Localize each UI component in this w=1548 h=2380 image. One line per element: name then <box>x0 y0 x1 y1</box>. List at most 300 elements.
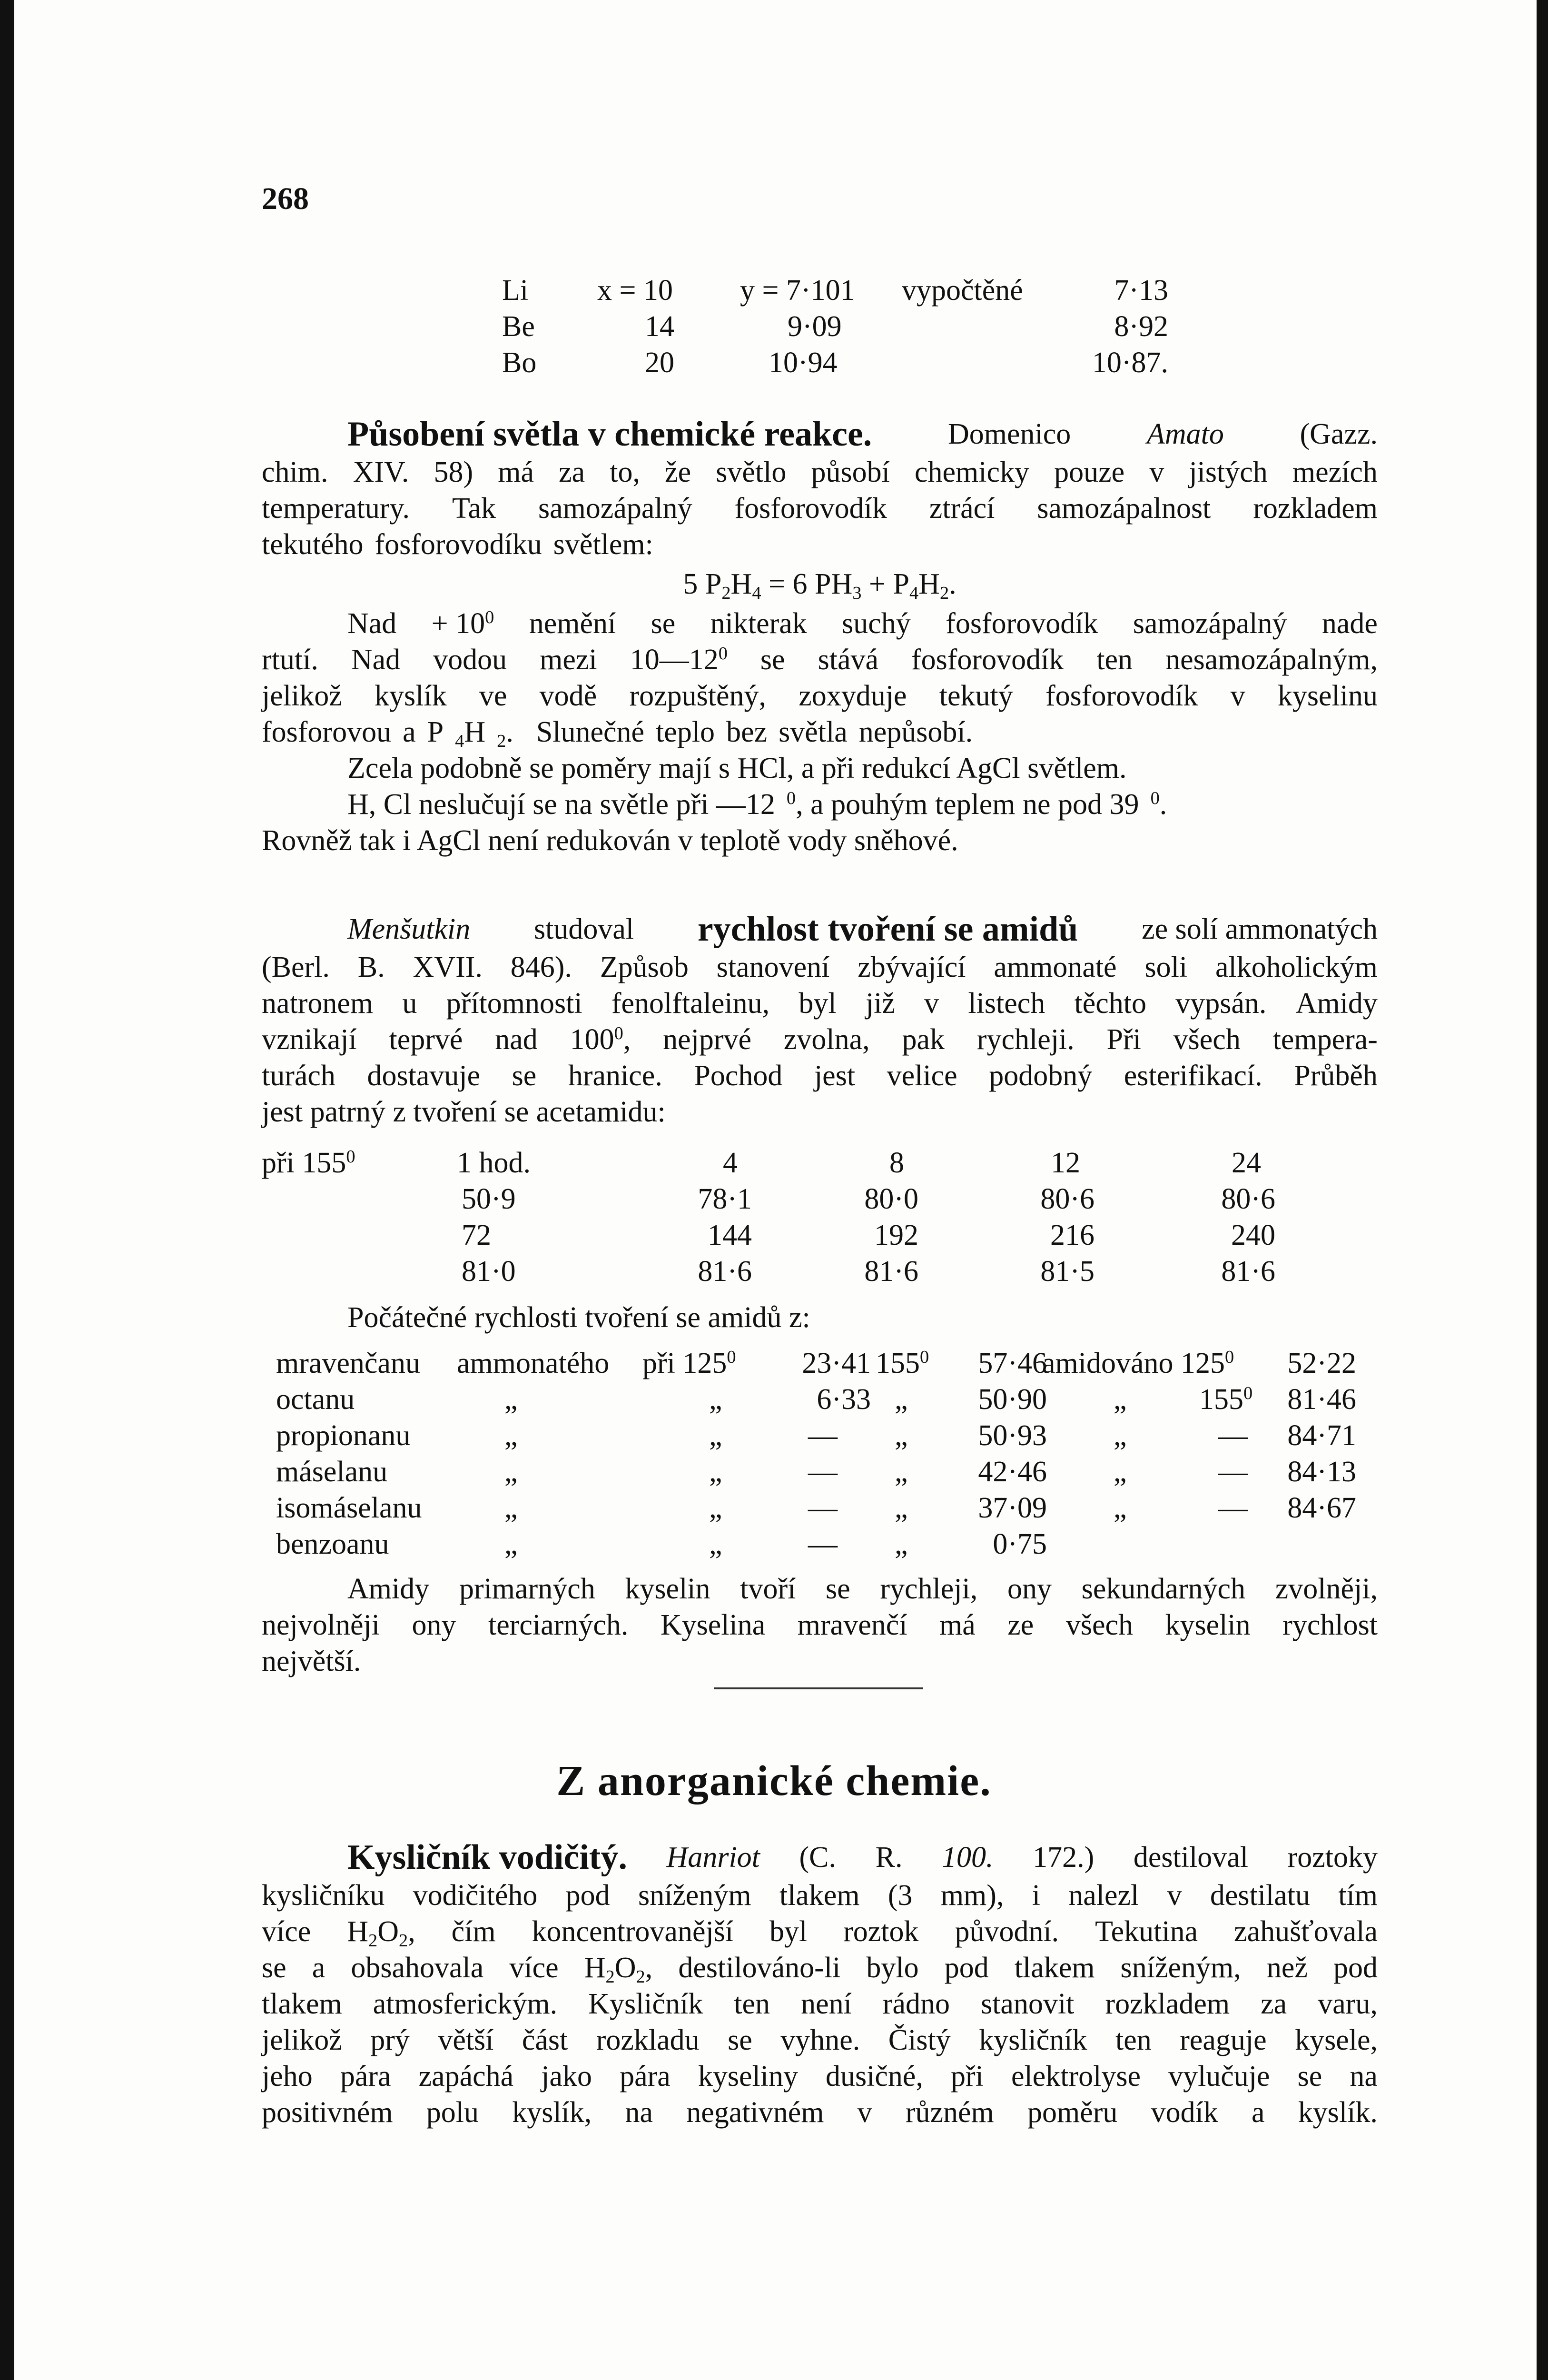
word: kyseliny <box>698 2060 798 2092</box>
word: světlo <box>716 456 787 488</box>
section-title: rychlost tvoření se amidů <box>697 910 1078 949</box>
table-cell: — <box>1218 1492 1248 1524</box>
section-light-reactions <box>262 414 1378 859</box>
text-line <box>262 2022 1378 2058</box>
table-cell: 50·9 <box>462 1183 516 1215</box>
eq-part: H <box>918 568 940 600</box>
word: pára <box>620 2060 670 2092</box>
word: tím <box>1338 1879 1378 1912</box>
section-first-line <box>262 1837 1378 1877</box>
word: větší <box>438 2024 494 2056</box>
author-name: Hanriot <box>666 1841 760 1874</box>
word: rychleji, <box>880 1573 978 1605</box>
text-line <box>262 642 1378 678</box>
text-line <box>262 1571 1378 1607</box>
formula <box>347 1914 415 1950</box>
table-row <box>276 1381 1371 1418</box>
word: bylo <box>866 1952 919 1984</box>
section-first-line <box>262 909 1378 949</box>
text-part: . <box>1159 788 1167 821</box>
word: se <box>512 1060 537 1092</box>
text-part: H, Cl neslučují se na světle při —12 <box>347 788 775 821</box>
word: čím <box>451 1915 496 1948</box>
eq-sub: 4 <box>909 583 919 603</box>
word: vylučuje <box>1168 2060 1270 2092</box>
section-amide-rates <box>262 909 1378 1130</box>
word: různém <box>905 2096 994 2129</box>
table-header-cell: 1 hod. <box>457 1147 531 1179</box>
y-value: 9·09 <box>788 310 842 343</box>
ditto-mark: „ <box>895 1419 908 1452</box>
paragraph-text: Rovněž tak i AgCl není redukován v teplotě vody sněhové. <box>262 824 958 857</box>
word: stanovit <box>981 1988 1075 2020</box>
word: (C. <box>799 1841 836 1874</box>
word: pod <box>944 1952 989 1984</box>
word: nesamozápalným, <box>1165 644 1378 676</box>
word: XIV. <box>353 456 409 488</box>
word: a <box>1252 2096 1265 2129</box>
word: mm), <box>940 1879 1004 1912</box>
word: za <box>1261 1988 1287 2020</box>
y-value: y = 7·101 <box>740 274 855 307</box>
word: v <box>1167 1879 1182 1912</box>
paragraph-text: jest patrný z tvoření se acetamidu: <box>262 1096 666 1128</box>
table-cell <box>642 1345 736 1381</box>
eq-part: + P <box>861 568 909 600</box>
word: sníženým <box>638 1879 751 1912</box>
word: část <box>522 2024 568 2056</box>
paragraph-text <box>347 786 1178 823</box>
section-amide-conclusion <box>262 1571 1378 1679</box>
text-line <box>262 2094 1378 2131</box>
word: dusičné, <box>826 2060 923 2092</box>
table-cell: 80·6 <box>1221 1183 1275 1215</box>
word: nemění <box>529 607 616 640</box>
word: ze <box>1007 1609 1034 1641</box>
word: že <box>665 456 691 488</box>
word-part: + 10 <box>431 607 485 640</box>
word: a <box>403 716 416 748</box>
table-row <box>502 308 1168 345</box>
word: Nad <box>351 644 401 676</box>
degree-sup: 0 <box>485 607 494 627</box>
word: stává <box>818 644 878 676</box>
table-header-cell: 24 <box>1232 1147 1261 1179</box>
word: pod <box>1333 1952 1378 1984</box>
word: sekundarných <box>1081 1573 1246 1605</box>
word: destilováno-li <box>678 1952 841 1984</box>
table-cell: 84·71 <box>1287 1419 1356 1452</box>
word: koncentrovanější <box>532 1915 734 1948</box>
text-line <box>262 678 1378 714</box>
word: Kysličník <box>588 1988 703 2020</box>
table-cell <box>1042 1345 1234 1381</box>
author-name: Amato <box>1146 418 1224 450</box>
formula <box>427 714 525 750</box>
degree-sup: 0 <box>718 643 728 664</box>
text-line <box>262 949 1378 985</box>
word: R. <box>875 1841 903 1874</box>
text-line <box>262 454 1378 490</box>
word: varu, <box>1318 1988 1378 2020</box>
table-cell: 192 <box>874 1219 918 1251</box>
word: pod <box>565 1879 610 1912</box>
section-hydrogen-peroxide <box>262 1837 1378 2131</box>
degree-sup: 0 <box>1243 1383 1253 1403</box>
word: byl <box>769 1915 808 1948</box>
word: tempera- <box>1272 1023 1378 1056</box>
table-row <box>502 272 1168 308</box>
degree-sup: 0 <box>786 788 796 808</box>
salt-name: octanu <box>276 1383 355 1416</box>
word: suchý <box>842 607 911 640</box>
word: 846). <box>510 951 572 983</box>
calc-value: 7·13 <box>1114 274 1168 307</box>
word: má <box>939 1609 976 1641</box>
table-cell: 81·5 <box>1040 1255 1094 1288</box>
word: těchto <box>1074 987 1146 1020</box>
word: rozpuštěný, <box>629 680 766 712</box>
text-line <box>262 1914 1378 1950</box>
element-symbol: Bo <box>502 347 537 379</box>
word: ztrácí <box>929 492 995 525</box>
ditto-mark: „ <box>504 1456 518 1488</box>
word: zahušťovala <box>1234 1915 1378 1948</box>
label-text: při 155 <box>262 1147 346 1179</box>
word: již <box>865 987 895 1020</box>
word: stanovení <box>716 951 830 983</box>
word: působí <box>811 456 890 488</box>
word: zoxyduje <box>799 680 907 712</box>
word: teprvé <box>389 1023 463 1056</box>
ditto-mark: „ <box>895 1528 908 1560</box>
word: sníženým, <box>1120 1952 1241 1984</box>
word-part: , <box>623 1023 631 1056</box>
author-name: Menšutkin <box>347 913 471 945</box>
table-header-cell: 12 <box>1051 1147 1080 1179</box>
text-line <box>262 750 1378 786</box>
text-line <box>262 1950 1378 1986</box>
word: fosforovou <box>262 716 392 748</box>
table-cell: 81·6 <box>698 1255 752 1288</box>
cell-text: amidováno 125 <box>1042 1347 1225 1379</box>
scan-border-left <box>0 0 14 2380</box>
word: fosforovodík <box>946 607 1098 640</box>
word: nalezl <box>1068 1879 1139 1912</box>
text-line <box>262 526 1378 563</box>
word: rychleji. <box>976 1023 1075 1056</box>
word: destilatu <box>1210 1879 1310 1912</box>
word: fosforovodíku <box>375 528 542 561</box>
word: fosforovodík <box>734 492 887 525</box>
table-row <box>276 1526 1371 1562</box>
table-row <box>276 1418 1371 1454</box>
formula-part: . <box>506 716 513 748</box>
page-number: 268 <box>262 181 309 216</box>
word: destiloval <box>1133 1841 1248 1874</box>
word: vodík <box>1151 2096 1218 2129</box>
word: nepůsobí. <box>858 716 973 748</box>
ditto-mark: „ <box>895 1456 908 1488</box>
word: 58) <box>434 456 473 488</box>
cell-text: 155 <box>1199 1383 1243 1416</box>
word: vyhne. <box>780 2024 860 2056</box>
word: ten <box>1096 644 1133 676</box>
word: všech <box>1173 1023 1241 1056</box>
formula-part: P <box>427 716 444 748</box>
word: přítomnosti <box>446 987 582 1020</box>
word: (Gazz. <box>1300 418 1378 450</box>
word: Čistý <box>888 2024 951 2056</box>
eq-sub: 2 <box>721 583 731 603</box>
word: nikterak <box>710 607 807 640</box>
table-cell: 84·67 <box>1287 1492 1356 1524</box>
word: Pochod <box>694 1060 783 1092</box>
word: i <box>1032 1879 1040 1912</box>
word <box>630 642 728 678</box>
word: tekutý <box>939 680 1013 712</box>
word: 172.) <box>1033 1841 1094 1874</box>
table-cell: 52·22 <box>1287 1347 1356 1379</box>
word: se <box>728 2024 752 2056</box>
word: listech <box>968 987 1045 1020</box>
word: Průběh <box>1294 1060 1378 1092</box>
formula-sub: 4 <box>455 731 464 751</box>
word: samozápalný <box>1133 607 1287 640</box>
degree-sup: 0 <box>1225 1347 1234 1367</box>
word: za <box>559 456 585 488</box>
word: se <box>1297 2060 1322 2092</box>
eq-sub: 2 <box>939 583 949 603</box>
formula-part: H <box>464 716 486 748</box>
section-title: Působení světla v chemické reakce. <box>347 415 872 454</box>
word: fosforovodík <box>1045 680 1198 712</box>
word: ony <box>412 1609 456 1641</box>
table-row <box>262 1253 1309 1289</box>
table-row <box>276 1345 1371 1381</box>
word: na <box>1350 2060 1378 2092</box>
word: roztok <box>843 1915 919 1948</box>
table-cell: 23·41 <box>802 1347 871 1379</box>
table-cell: 78·1 <box>698 1183 752 1215</box>
table-header-cell: 4 <box>723 1147 738 1179</box>
word: kyselinu <box>1277 680 1378 712</box>
formula-sub: 2 <box>497 731 506 751</box>
word: všech <box>1065 1609 1134 1641</box>
text-line <box>262 1877 1378 1914</box>
word: zapáchá <box>418 2060 514 2092</box>
formula-sub: 2 <box>605 1966 615 1987</box>
table-cell: 81·0 <box>462 1255 516 1288</box>
text-part: , a pouhým teplem ne pod 39 <box>796 788 1139 821</box>
word: se <box>651 607 676 640</box>
table-cell: — <box>1218 1419 1248 1452</box>
degree-sup: 0 <box>727 1347 736 1367</box>
section-title: Kysličník vodičitý. <box>347 1838 627 1877</box>
word: jistých <box>1189 456 1268 488</box>
formula-sub: 2 <box>636 1966 645 1987</box>
word: nade <box>1321 607 1378 640</box>
word: se <box>262 1952 286 1984</box>
word: při <box>951 2060 984 2092</box>
text-line <box>262 823 1378 859</box>
word: vodičitého <box>413 1879 538 1912</box>
text-line <box>262 786 1378 823</box>
salt-name: máselanu <box>276 1456 388 1488</box>
text-line <box>262 1021 1378 1058</box>
word: hranice. <box>568 1060 662 1092</box>
word: ony <box>1007 1573 1052 1605</box>
word: jako <box>541 2060 592 2092</box>
word: pak <box>902 1023 945 1056</box>
word: terciarných. <box>488 1609 629 1641</box>
chemical-equation <box>262 563 1378 605</box>
word: chim. <box>262 456 328 488</box>
word: Slunečné <box>536 716 645 748</box>
ditto-mark: „ <box>1114 1456 1127 1488</box>
table-header-cell: 8 <box>889 1147 904 1179</box>
eq-part: . <box>949 568 956 600</box>
word: vznikají <box>262 1023 357 1056</box>
salt-name: benzoanu <box>276 1528 389 1560</box>
word: alkoholickým <box>1215 951 1378 983</box>
word: zvolna, <box>783 1023 870 1056</box>
word: fosforovodík <box>911 644 1064 676</box>
text-line <box>262 2058 1378 2094</box>
word: (3 <box>887 1879 913 1912</box>
word: ze solí ammonatých <box>1142 913 1378 945</box>
word: Kyselina <box>660 1609 766 1641</box>
table-cell: 50·93 <box>978 1419 1047 1452</box>
ditto-mark: „ <box>895 1492 908 1524</box>
ditto-mark: „ <box>1114 1383 1127 1416</box>
table-caption: Počátečné rychlosti tvoření se amidů z: <box>347 1301 810 1334</box>
ditto-mark: „ <box>504 1528 518 1560</box>
formula-part: H <box>347 1915 368 1948</box>
word: XVII. <box>413 951 483 983</box>
word: Způsob <box>600 951 689 983</box>
word: Domenico <box>948 418 1071 450</box>
word: (Berl. <box>262 951 330 983</box>
word: jelikož <box>262 680 342 712</box>
word: jest <box>814 1060 856 1092</box>
table-cell: 0·75 <box>993 1528 1047 1560</box>
word: natronem <box>262 987 374 1020</box>
formula-part: , <box>408 1915 415 1948</box>
calc-label: vypočtěné <box>902 274 1023 307</box>
table-cell: 240 <box>1231 1219 1275 1251</box>
word: Amidy <box>1295 987 1378 1020</box>
word: jeho <box>262 2060 313 2092</box>
word: reaguje <box>1180 2024 1267 2056</box>
word: bez <box>726 716 768 748</box>
word: u <box>402 987 417 1020</box>
x-value: 20 <box>645 347 674 379</box>
word: pouze <box>1054 456 1125 488</box>
word: teplo <box>656 716 715 748</box>
word: nejvolněji <box>262 1609 380 1641</box>
paragraph-text: největší. <box>262 1645 361 1677</box>
table-cell: 144 <box>708 1219 752 1251</box>
word: kysličníku <box>262 1879 385 1912</box>
word: více <box>509 1952 559 1984</box>
temperature-label <box>262 1145 355 1181</box>
word: negativném <box>686 2096 824 2129</box>
eq-sub: 4 <box>752 583 761 603</box>
word: rádno <box>882 1988 950 2020</box>
element-symbol: Li <box>502 274 529 307</box>
word: ten <box>734 1988 770 2020</box>
word: primarných <box>459 1573 595 1605</box>
table-cell: 81·6 <box>864 1255 918 1288</box>
word: ammonaté <box>994 951 1117 983</box>
table-cell: 50·90 <box>978 1383 1047 1416</box>
degree-sup: 0 <box>346 1146 355 1167</box>
word: v <box>857 2096 872 2129</box>
eq-sub: 3 <box>852 583 862 603</box>
word: nejprvé <box>663 1023 752 1056</box>
word: velice <box>887 1060 957 1092</box>
word: 100. <box>942 1841 994 1874</box>
word: turách <box>262 1060 335 1092</box>
table-row <box>276 1454 1371 1490</box>
word: kysličník <box>979 2024 1087 2056</box>
word: soli <box>1144 951 1188 983</box>
calc-value: 8·92 <box>1114 310 1168 343</box>
ditto-mark: „ <box>709 1492 722 1524</box>
x-value: 14 <box>645 310 674 343</box>
word: jelikož <box>262 2024 342 2056</box>
cell-text: 155 <box>876 1347 920 1379</box>
word: tlakem <box>779 1879 860 1912</box>
text-line <box>262 605 1378 642</box>
degree-sup: 0 <box>1150 788 1160 808</box>
word: kyslík. <box>1298 2096 1378 2129</box>
eq-part: 5 P <box>683 568 722 600</box>
word: byl <box>799 987 837 1020</box>
text-line <box>262 1607 1378 1643</box>
word: má <box>498 456 534 488</box>
text-line <box>262 714 1378 750</box>
word: esterifikací. <box>1124 1060 1262 1092</box>
word: B. <box>357 951 385 983</box>
word: Tekutina <box>1095 1915 1198 1948</box>
word: světlem: <box>553 528 653 561</box>
formula <box>584 1950 653 1986</box>
word: mezi <box>540 644 597 676</box>
formula-sub: 2 <box>398 1930 408 1951</box>
paragraph-text: Zcela podobně se poměry mají s HCl, a při redukcí AgCl světlem. <box>347 752 1127 784</box>
table-cell <box>1199 1381 1252 1418</box>
section-divider <box>714 1687 923 1689</box>
table-cell: — <box>808 1492 838 1524</box>
word: v <box>1230 680 1245 712</box>
word: kyselin <box>625 1573 710 1605</box>
word: zvolněji, <box>1275 1573 1378 1605</box>
salt-name: propionanu <box>276 1419 411 1452</box>
formula-part: , <box>645 1952 653 1984</box>
word: ve <box>479 680 507 712</box>
word: tvoří <box>740 1573 796 1605</box>
y-value: 10·94 <box>769 347 838 379</box>
ditto-mark: „ <box>709 1456 722 1488</box>
word: samozápalnost <box>1037 492 1211 525</box>
table-cell: 6·33 <box>817 1383 871 1416</box>
text-line <box>262 1986 1378 2022</box>
section-first-line <box>262 414 1378 454</box>
word: Při <box>1106 1023 1141 1056</box>
word: samozápalný <box>538 492 692 525</box>
